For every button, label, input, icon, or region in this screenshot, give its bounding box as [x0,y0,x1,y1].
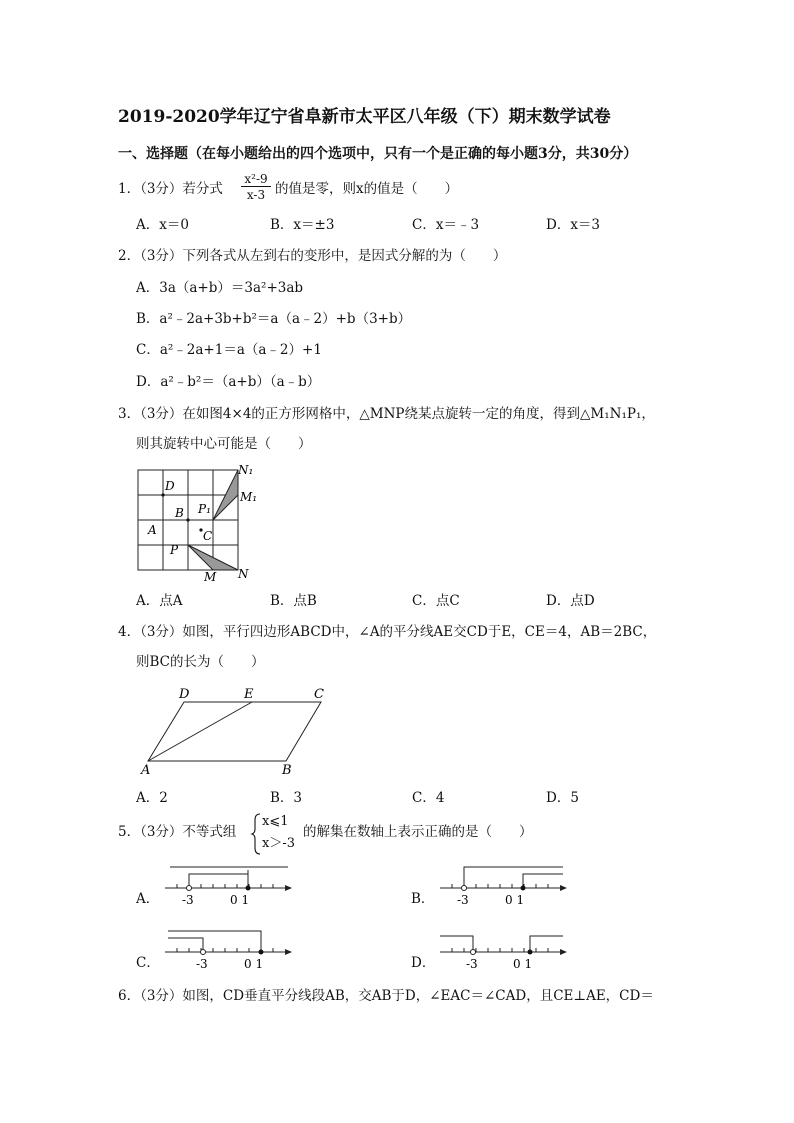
q3-option-d: D．点D [546,593,595,609]
label-m1: M₁ [240,490,258,504]
section-heading: 一、选择题（在每小题给出的四个选项中，只有一个是正确的每小题3分，共30分） [118,146,638,162]
q3-stem-line2: 则其旋转中心可能是（ ） [136,436,312,452]
point-d [161,493,164,496]
label-c: C [314,687,324,702]
q1-option-c: C．x＝﹣3 [412,217,480,233]
label-a: A [148,523,157,537]
q4-stem-line1: 4．（3分）如图，平行四边形ABCD中，∠A的平分线AE交CD于E，CE＝4，AB＝2BC， [118,624,657,640]
tick-label-01: 0 1 [513,957,533,971]
q3-option-a: A．点A [136,593,183,609]
label-d: D [179,687,190,702]
tick-label-neg3: -3 [182,893,194,907]
q5-brace [251,812,261,856]
q5-option-b-numberline [435,862,575,907]
parallelogram-abcd [148,702,321,761]
label-n1: N₁ [238,463,254,477]
label-p1: P₁ [198,502,211,516]
q3-option-c: C．点C [412,593,460,609]
q1-suffix: 的值是零，则x的值是（ ） [275,181,459,197]
q3-stem-line1: 3．（3分）在如图4×4的正方形网格中，△MNP绕某点旋转一定的角度，得到△M₁N₁P₁， [118,406,655,422]
label-c: C [203,529,213,543]
q2-option-d: D．a²﹣b²＝（a+b）（a﹣b） [136,374,321,390]
tick-label-01: 0 1 [230,893,250,907]
q1-option-b: B．x＝±3 [270,217,335,233]
label-n: N [238,567,249,581]
q6-stem: 6．（3分）如图，CD垂直平分线段AB，交AB于D，∠EAC＝∠CAD，且CE⊥AE，CD＝ [118,988,654,1004]
q5-option-a-numberline [160,862,300,907]
q5-inequality-1: x⩽1 [262,814,289,829]
q5-option-c-numberline [160,926,300,971]
q1-option-a: A．x＝0 [136,217,189,233]
q3-option-b: B．点B [270,593,317,609]
label-b: B [282,763,292,778]
q5-option-c-letter: C． [136,955,160,971]
tick-label-01: 0 1 [505,893,525,907]
q1-prefix: 1．（3分）若分式 [118,181,223,197]
q5-option-d-numberline [435,926,575,971]
q2-stem: 2．（3分）下列各式从左到右的变形中，是因式分解的为（ ） [118,248,507,264]
label-b: B [175,506,184,520]
q5-suffix: 的解集在数轴上表示正确的是（ ） [303,824,533,840]
q4-parallelogram-figure [136,684,336,779]
label-m: M [204,570,217,584]
q2-option-b: B．a²﹣2a+3b+b²＝a（a﹣2）+b（3+b） [136,311,412,327]
label-d: D [165,479,175,493]
q5-prefix: 5．（3分）不等式组 [118,824,237,840]
point-b [186,518,189,521]
q2-option-c: C．a²﹣2a+1＝a（a﹣2）+1 [136,342,322,358]
q1-denominator: x-3 [246,188,266,202]
q1-option-d: D．x＝3 [546,217,601,233]
segment-ae [148,702,252,761]
q4-stem-line2: 则BC的长为（ ） [136,654,265,670]
tick-label-neg3: -3 [466,957,478,971]
label-p: P [170,543,179,557]
q5-option-a-letter: A． [136,891,160,907]
label-a: A [141,763,151,778]
tick-label-neg3: -3 [457,893,469,907]
q4-option-b: B．3 [270,790,303,806]
q4-option-d: D．5 [546,790,579,806]
q5-option-b-letter: B． [411,891,435,907]
q1-fraction [241,173,271,201]
q5-inequality-2: x＞-3 [262,836,295,851]
q5-option-d-letter: D． [411,955,436,971]
page-title: 2019-2020学年辽宁省阜新市太平区八年级（下）期末数学试卷 [118,107,611,127]
q2-option-a: A．3a（a+b）＝3a²+3ab [136,280,304,296]
q4-option-c: C．4 [412,790,445,806]
q1-numerator: x²-9 [241,173,271,187]
label-e: E [244,687,254,702]
tick-label-01: 0 1 [244,957,264,971]
q3-grid-figure [130,460,270,585]
q4-option-a: A．2 [136,790,168,806]
tick-label-neg3: -3 [196,957,208,971]
